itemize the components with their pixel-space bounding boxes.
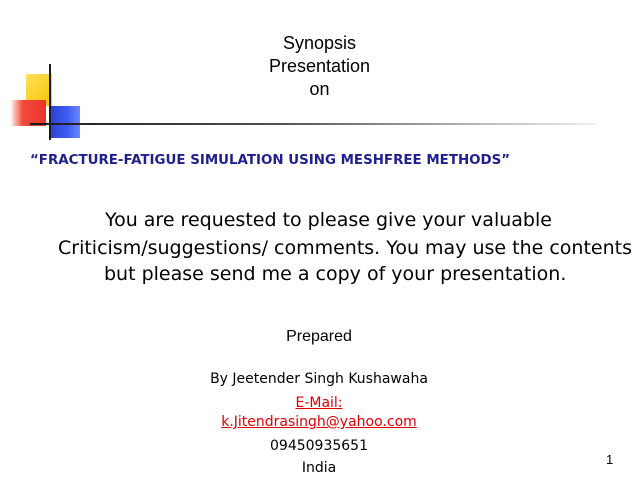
email-address-link[interactable]: k.Jitendrasingh@yahoo.com xyxy=(221,414,417,430)
request-line-3: but please send me a copy of your presentation. xyxy=(104,263,567,285)
logo-blue-square xyxy=(50,106,80,138)
slide-title xyxy=(0,32,638,101)
title-divider-line xyxy=(30,123,596,125)
author-name: By Jeetender Singh Kushawaha xyxy=(210,371,428,387)
phone-number: 09450935651 xyxy=(270,438,368,454)
title-line-3: on xyxy=(309,79,330,99)
page-number: 1 xyxy=(606,452,614,467)
request-line-1: You are requested to please give your valuable xyxy=(105,209,552,231)
title-line-2: Presentation xyxy=(268,56,371,76)
email-label-link[interactable]: E-Mail: xyxy=(295,395,343,411)
project-title: “FRACTURE-FATIGUE SIMULATION USING MESHFREE METHODS” xyxy=(30,153,511,168)
country: India xyxy=(301,460,337,476)
prepared-label: Prepared xyxy=(286,328,352,345)
title-line-1: Synopsis xyxy=(282,33,357,53)
request-line-2: Criticism/suggestions/ comments. You may use the contents xyxy=(58,237,633,259)
